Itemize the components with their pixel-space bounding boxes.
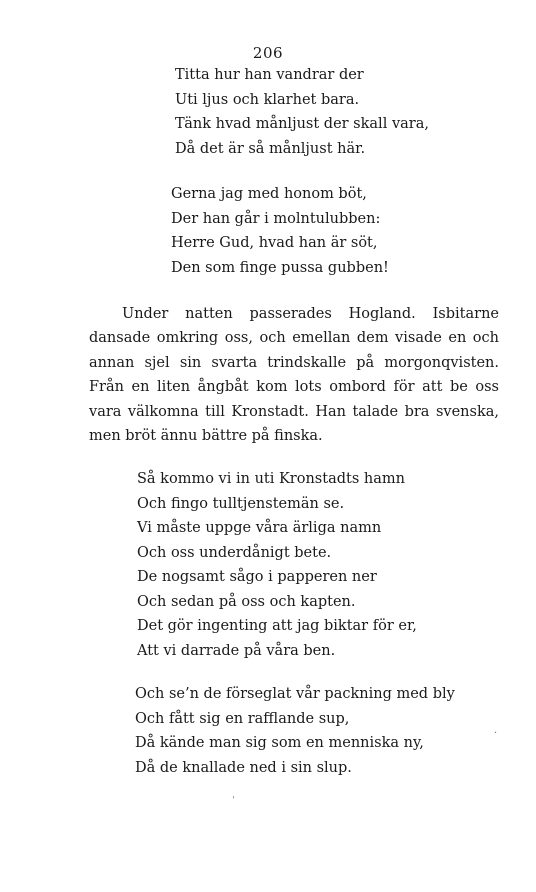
verse-line: Då de knallade ned i sin slup. [135,759,352,776]
verse-line: Titta hur han vandrar der [175,67,364,83]
verse-line: Det gör ingenting att jag biktar för er, [137,618,417,634]
verse-line: Och oss underdånigt bete. [137,544,332,561]
verse-line: Då det är så månljust här. [175,140,366,157]
ink-speck: · [494,728,498,739]
verse-line: Och sedan på oss och kapten. [137,593,356,610]
poem-stanza-3 [137,467,417,663]
verse-line: Och fått sig en rafflande sup, [135,710,350,727]
page-number: 206 [252,44,284,62]
verse-line: Så kommo vi in uti Kronstadts hamn [137,471,405,487]
verse-line: De nogsamt sågo i papperen ner [137,569,377,585]
verse-line: Tänk hvad månljust der skall vara, [175,116,429,132]
prose-paragraph: Under natten passerades Hogland. Isbitarne dansade omkring oss, och emellan dem visade en och annan sjel sin svarta trindskalle på morgonqvisten. Från en liten ångbåt kom lots ombord för att be oss vara välkomna till Kronstadt. Han talade bra svenska, men bröt ännu bättre på finska. [89,306,499,445]
verse-line: Och se’n de förseglat vår packning med bly [135,686,455,702]
poem-stanza-2 [171,182,389,280]
verse-line: Gerna jag med honom böt, [171,186,367,202]
verse-line: Herre Gud, hvad han är söt, [171,235,378,251]
verse-line: Uti ljus och klarhet bara. [175,91,360,108]
verse-line: Der han går i molntulubben: [171,210,381,227]
verse-line: Att vi darrade på våra ben. [137,642,336,659]
verse-line: Då kände man sig som en menniska ny, [135,735,424,751]
verse-line: Den som finge pussa gubben! [171,259,389,276]
poem-stanza-1 [175,63,429,161]
ink-speck: ˈ [232,796,235,807]
verse-line: Och fingo tulltjenstemän se. [137,495,345,512]
poem-stanza-4 [135,682,455,780]
verse-line: Vi måste uppge våra ärliga namn [137,520,382,536]
